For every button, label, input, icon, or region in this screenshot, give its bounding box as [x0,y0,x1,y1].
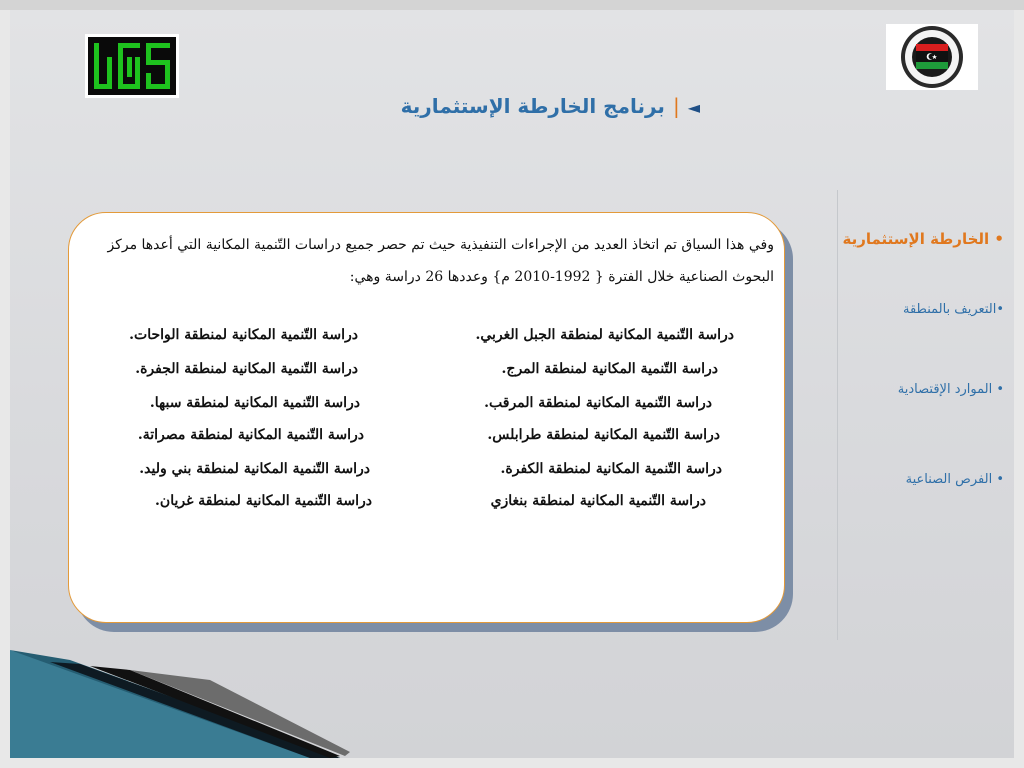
study-item: دراسة التّنمية المكانية لمنطقة غريان. [155,493,372,509]
content-card [68,212,785,623]
page-title-row [300,94,700,124]
study-item: دراسة التّنمية المكانية لمنطقة المرقب. [484,395,712,411]
study-item: دراسة التّنمية المكانية لمنطقة الواحات. [129,327,358,343]
sidebar-item-region-definition[interactable] [903,302,1004,317]
study-item: دراسة التّنمية المكانية لمنطقة مصراتة. [137,427,364,443]
sidebar-item-economic-resources[interactable] [898,382,1004,397]
bullet: • [996,472,1004,487]
study-item: دراسة التّنمية المكانية لمنطقة المرج. [501,361,718,377]
intro-paragraph: وفي هذا السياق تم اتخاذ العديد من الإجراءات التنفيذية حيث تم حصر جميع دراسات التّنمية المكانية التي أعدها مركز البحوث الصناعية خلال الفترة { 1992-2010 م} وعددها 26 دراسة وهي: [107,237,774,285]
study-item: دراسة التّنمية المكانية لمنطقة الكفرة. [500,461,722,477]
page-title: برنامج الخارطة الإستثمارية [400,94,665,118]
study-item: دراسة التّنمية المكانية لمنطقة بنغازي [490,493,706,509]
sidebar-item-label: الفرص الصناعية [905,472,993,487]
bullet: • [996,382,1004,397]
study-item: دراسة التّنمية المكانية لمنطقة سبها. [149,395,360,411]
sidebar-item-label: الخارطة الإستثمارية [842,230,990,248]
play-arrow-icon: ◄ [687,98,700,117]
kufic-logo [85,34,179,98]
title-separator: | [672,94,680,118]
sidebar-item-label: التعريف بالمنطقة [902,302,997,317]
slide-frame [0,0,1024,10]
sidebar-item-investment-map[interactable] [843,230,1005,248]
study-item: دراسة التّنمية المكانية لمنطقة طرابلس. [487,427,720,443]
study-item: دراسة التّنمية المكانية لمنطقة بني وليد. [139,461,370,477]
sidebar-item-label: الموارد الإقتصادية [897,382,993,397]
studies-list [69,327,785,527]
kufic-logo-icon [88,37,176,95]
bullet: • [994,230,1004,248]
bottom-decoration [10,640,1014,758]
bullet: • [996,302,1004,317]
study-item: دراسة التّنمية المكانية لمنطقة الجفرة. [135,361,358,377]
study-item: دراسة التّنمية المكانية لمنطقة الجبل الغربي. [475,327,734,343]
sidebar-item-industrial-opportunities[interactable] [906,472,1004,487]
